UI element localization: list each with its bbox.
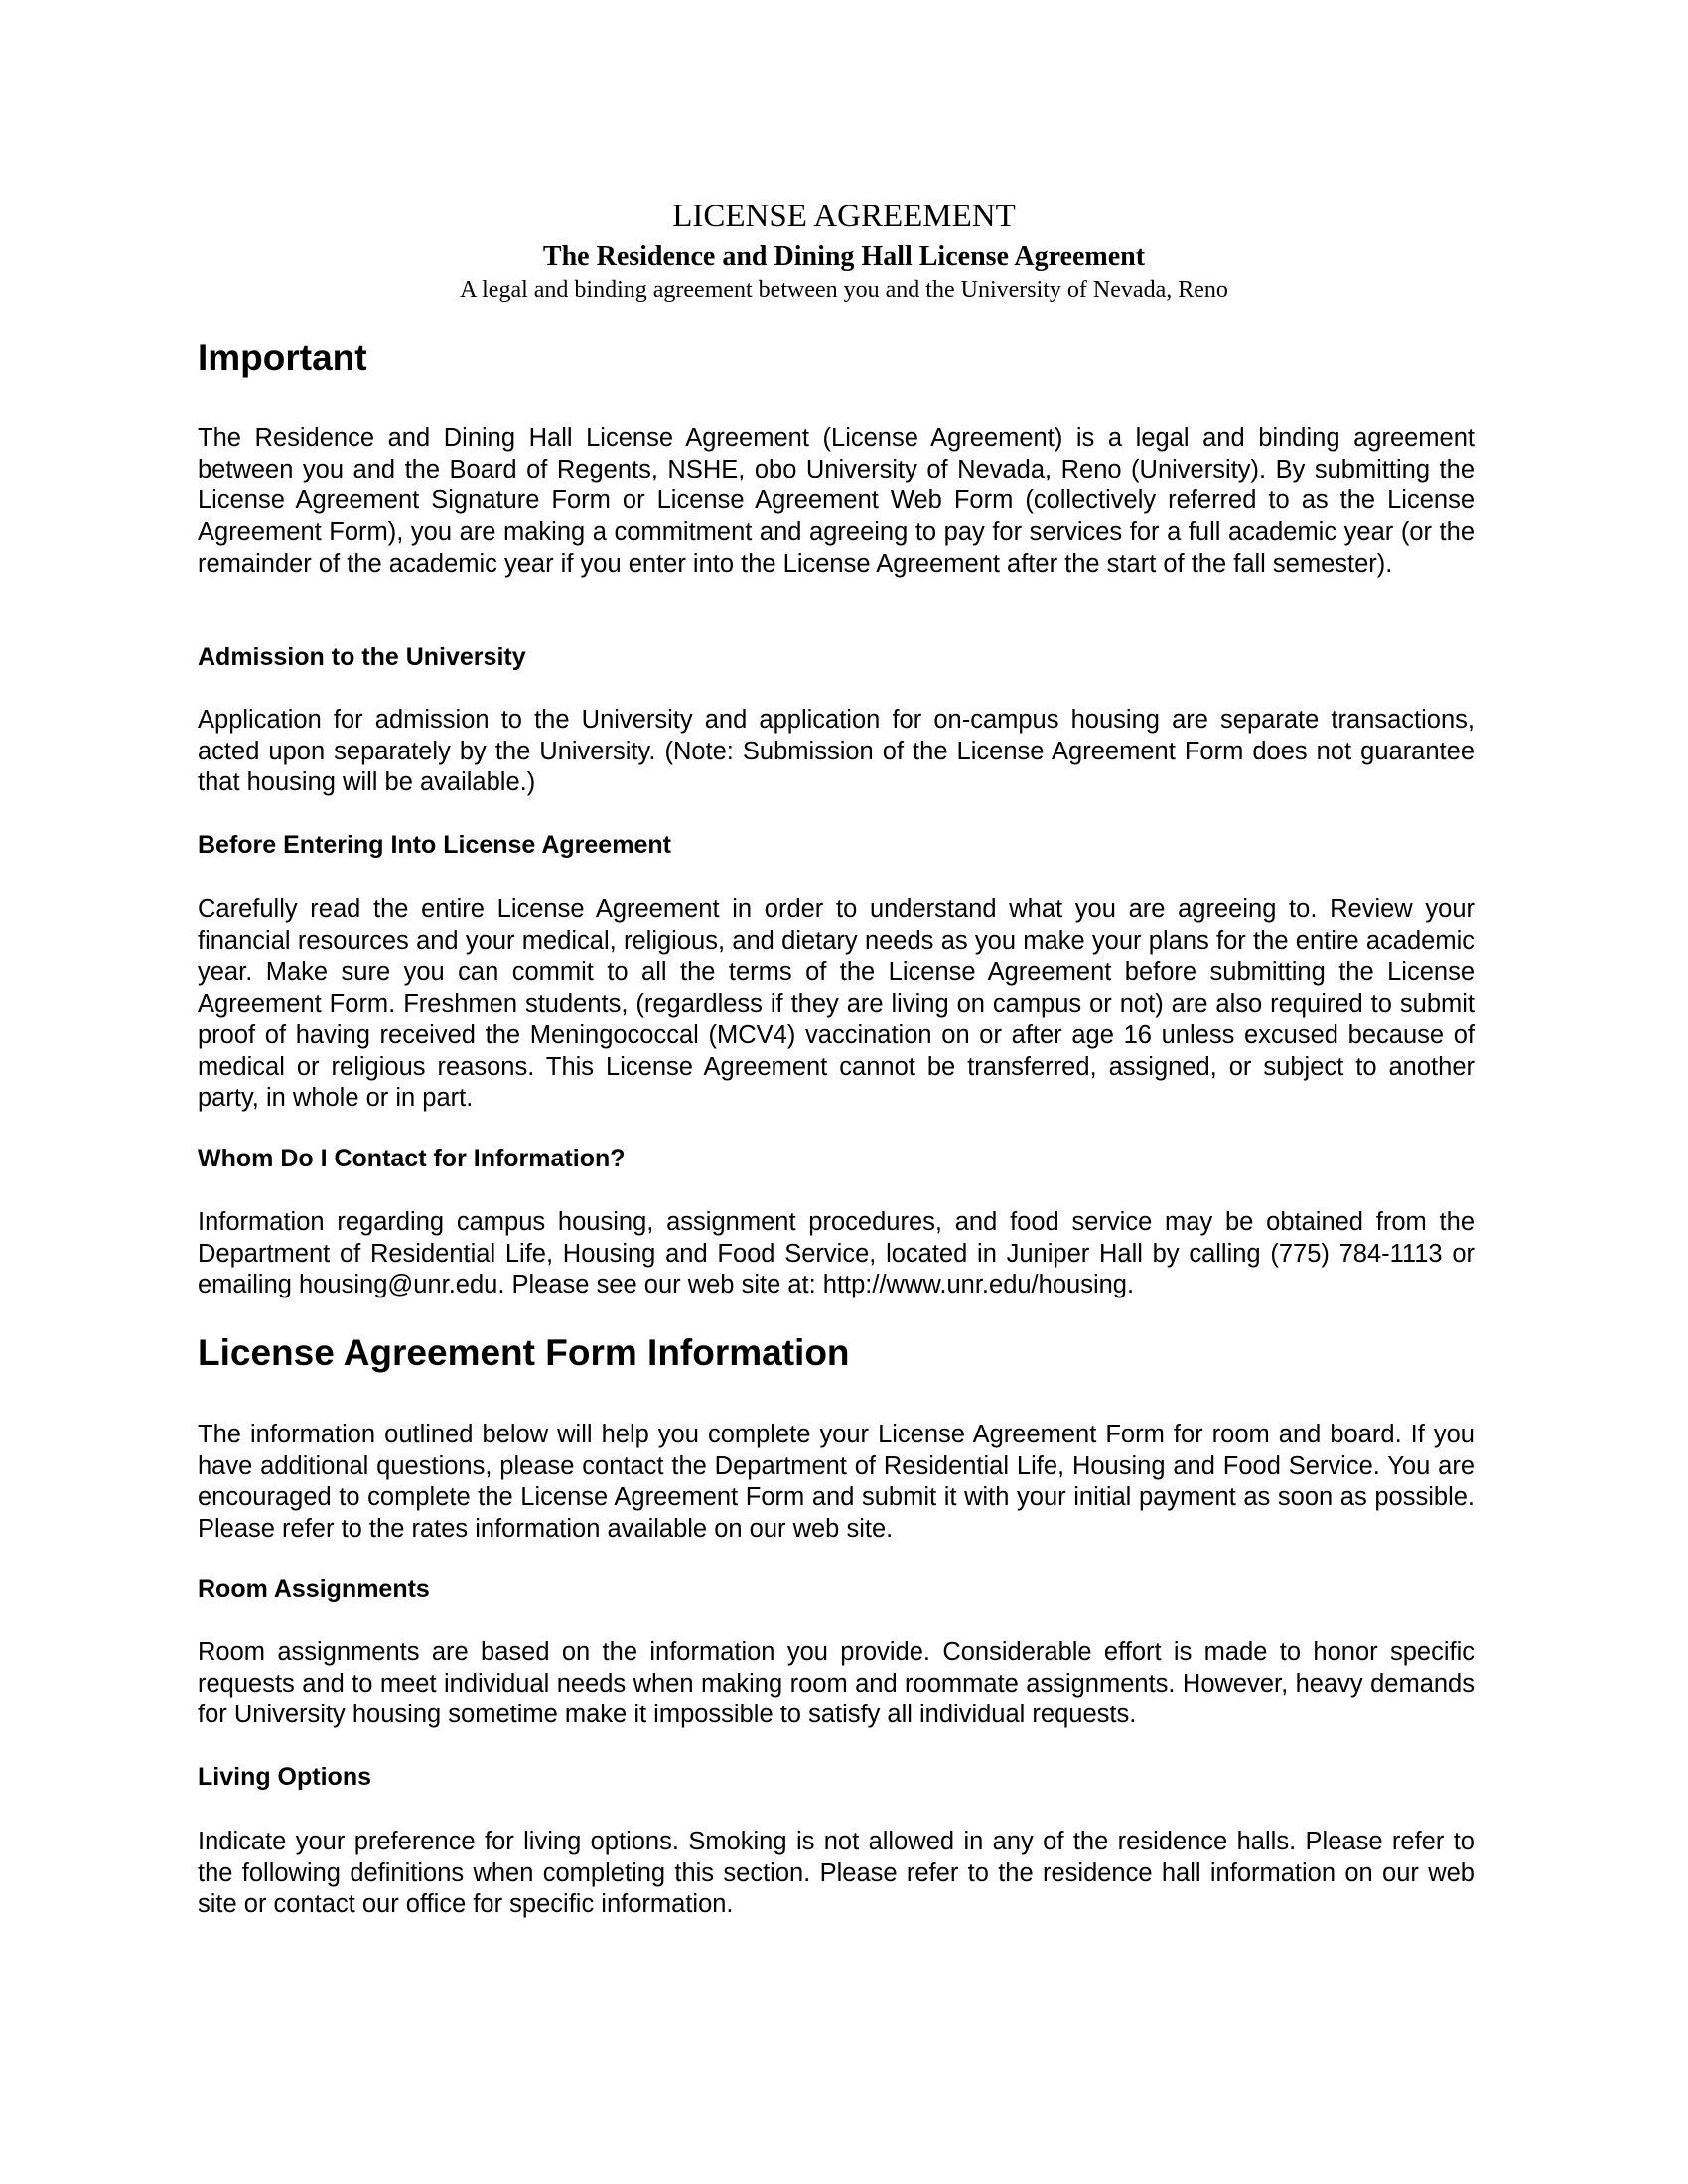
document-title: LICENSE AGREEMENT — [672, 199, 1016, 234]
room-assignments-heading: Room Assignments — [198, 1575, 430, 1603]
form-info-heading: License Agreement Form Information — [198, 1332, 850, 1373]
form-info-paragraph: The information outlined below will help you complete your License Agreement Form for room and board. If you have additional questions, please contact the Department of Residential Life, Housing and Food Service. You are encouraged to complete the License Agreement Form and submit it with your initial payment as soon as possible. Please refer to the rates information available on our web site. — [198, 1421, 1475, 1544]
important-paragraph: The Residence and Dining Hall License Agreement (License Agreement) is a legal and binding agreement between you and the Board of Regents, NSHE, obo University of Nevada, Reno (University). By submitting the License Agreement Signature Form or License Agreement Web Form (collectively referred to as the License Agreement Form), you are making a commitment and agreeing to pay for services for a full academic year (or the remainder of the academic year if you enter into the License Agreement after the start of the fall semester). — [198, 424, 1475, 578]
living-options-paragraph: Indicate your preference for living options. Smoking is not allowed in any of the residence halls. Please refer to the following definitions when completing this section. Please refer to the residence hall information on our web site or contact our office for specific information. — [198, 1828, 1475, 1919]
contact-heading: Whom Do I Contact for Information? — [198, 1145, 626, 1172]
admission-paragraph: Application for admission to the University and application for on-campus housing are separate transactions, acted upon separately by the University. (Note: Submission of the License Agreement Form does not guarantee that housing will be available.) — [198, 706, 1475, 797]
important-heading: Important — [198, 338, 367, 378]
living-options-heading: Living Options — [198, 1763, 371, 1791]
contact-paragraph: Information regarding campus housing, assignment procedures, and food service may be obtained from the Department of Residential Life, Housing and Food Service, located in Juniper Hall by calling (775) 784-1113 or emailing housing@unr.edu. Please see our web site at: http://www.unr.edu/housing. — [198, 1208, 1475, 1299]
before-heading: Before Entering Into License Agreement — [198, 831, 671, 859]
admission-heading: Admission to the University — [198, 643, 526, 671]
before-paragraph: Carefully read the entire License Agreement in order to understand what you are agreeing to. Review your financial resources and your medical, religious, and dietary needs as you make your plans for the entire academic year. Make sure you can commit to all the terms of the License Agreement before submitting the License Agreement Form. Freshmen students, (regardless if they are living on campus or not) are also required to submit proof of having received the Meningococcal (MCV4) vaccination on or after age 16 unless excused because of medical or religious reasons. This License Agreement cannot be transferred, assigned, or subject to another party, in whole or in part. — [198, 895, 1475, 1113]
document-subtitle: The Residence and Dining Hall License Agreement — [542, 241, 1146, 272]
room-assignments-paragraph: Room assignments are based on the information you provide. Considerable effort is made to honor specific requests and to meet individual needs when making room and roommate assignments. However, heavy demands for University housing sometime make it impossible to satisfy all individual requests. — [198, 1638, 1475, 1729]
document-tagline: A legal and binding agreement between you and the University of Nevada, Reno — [460, 277, 1228, 303]
